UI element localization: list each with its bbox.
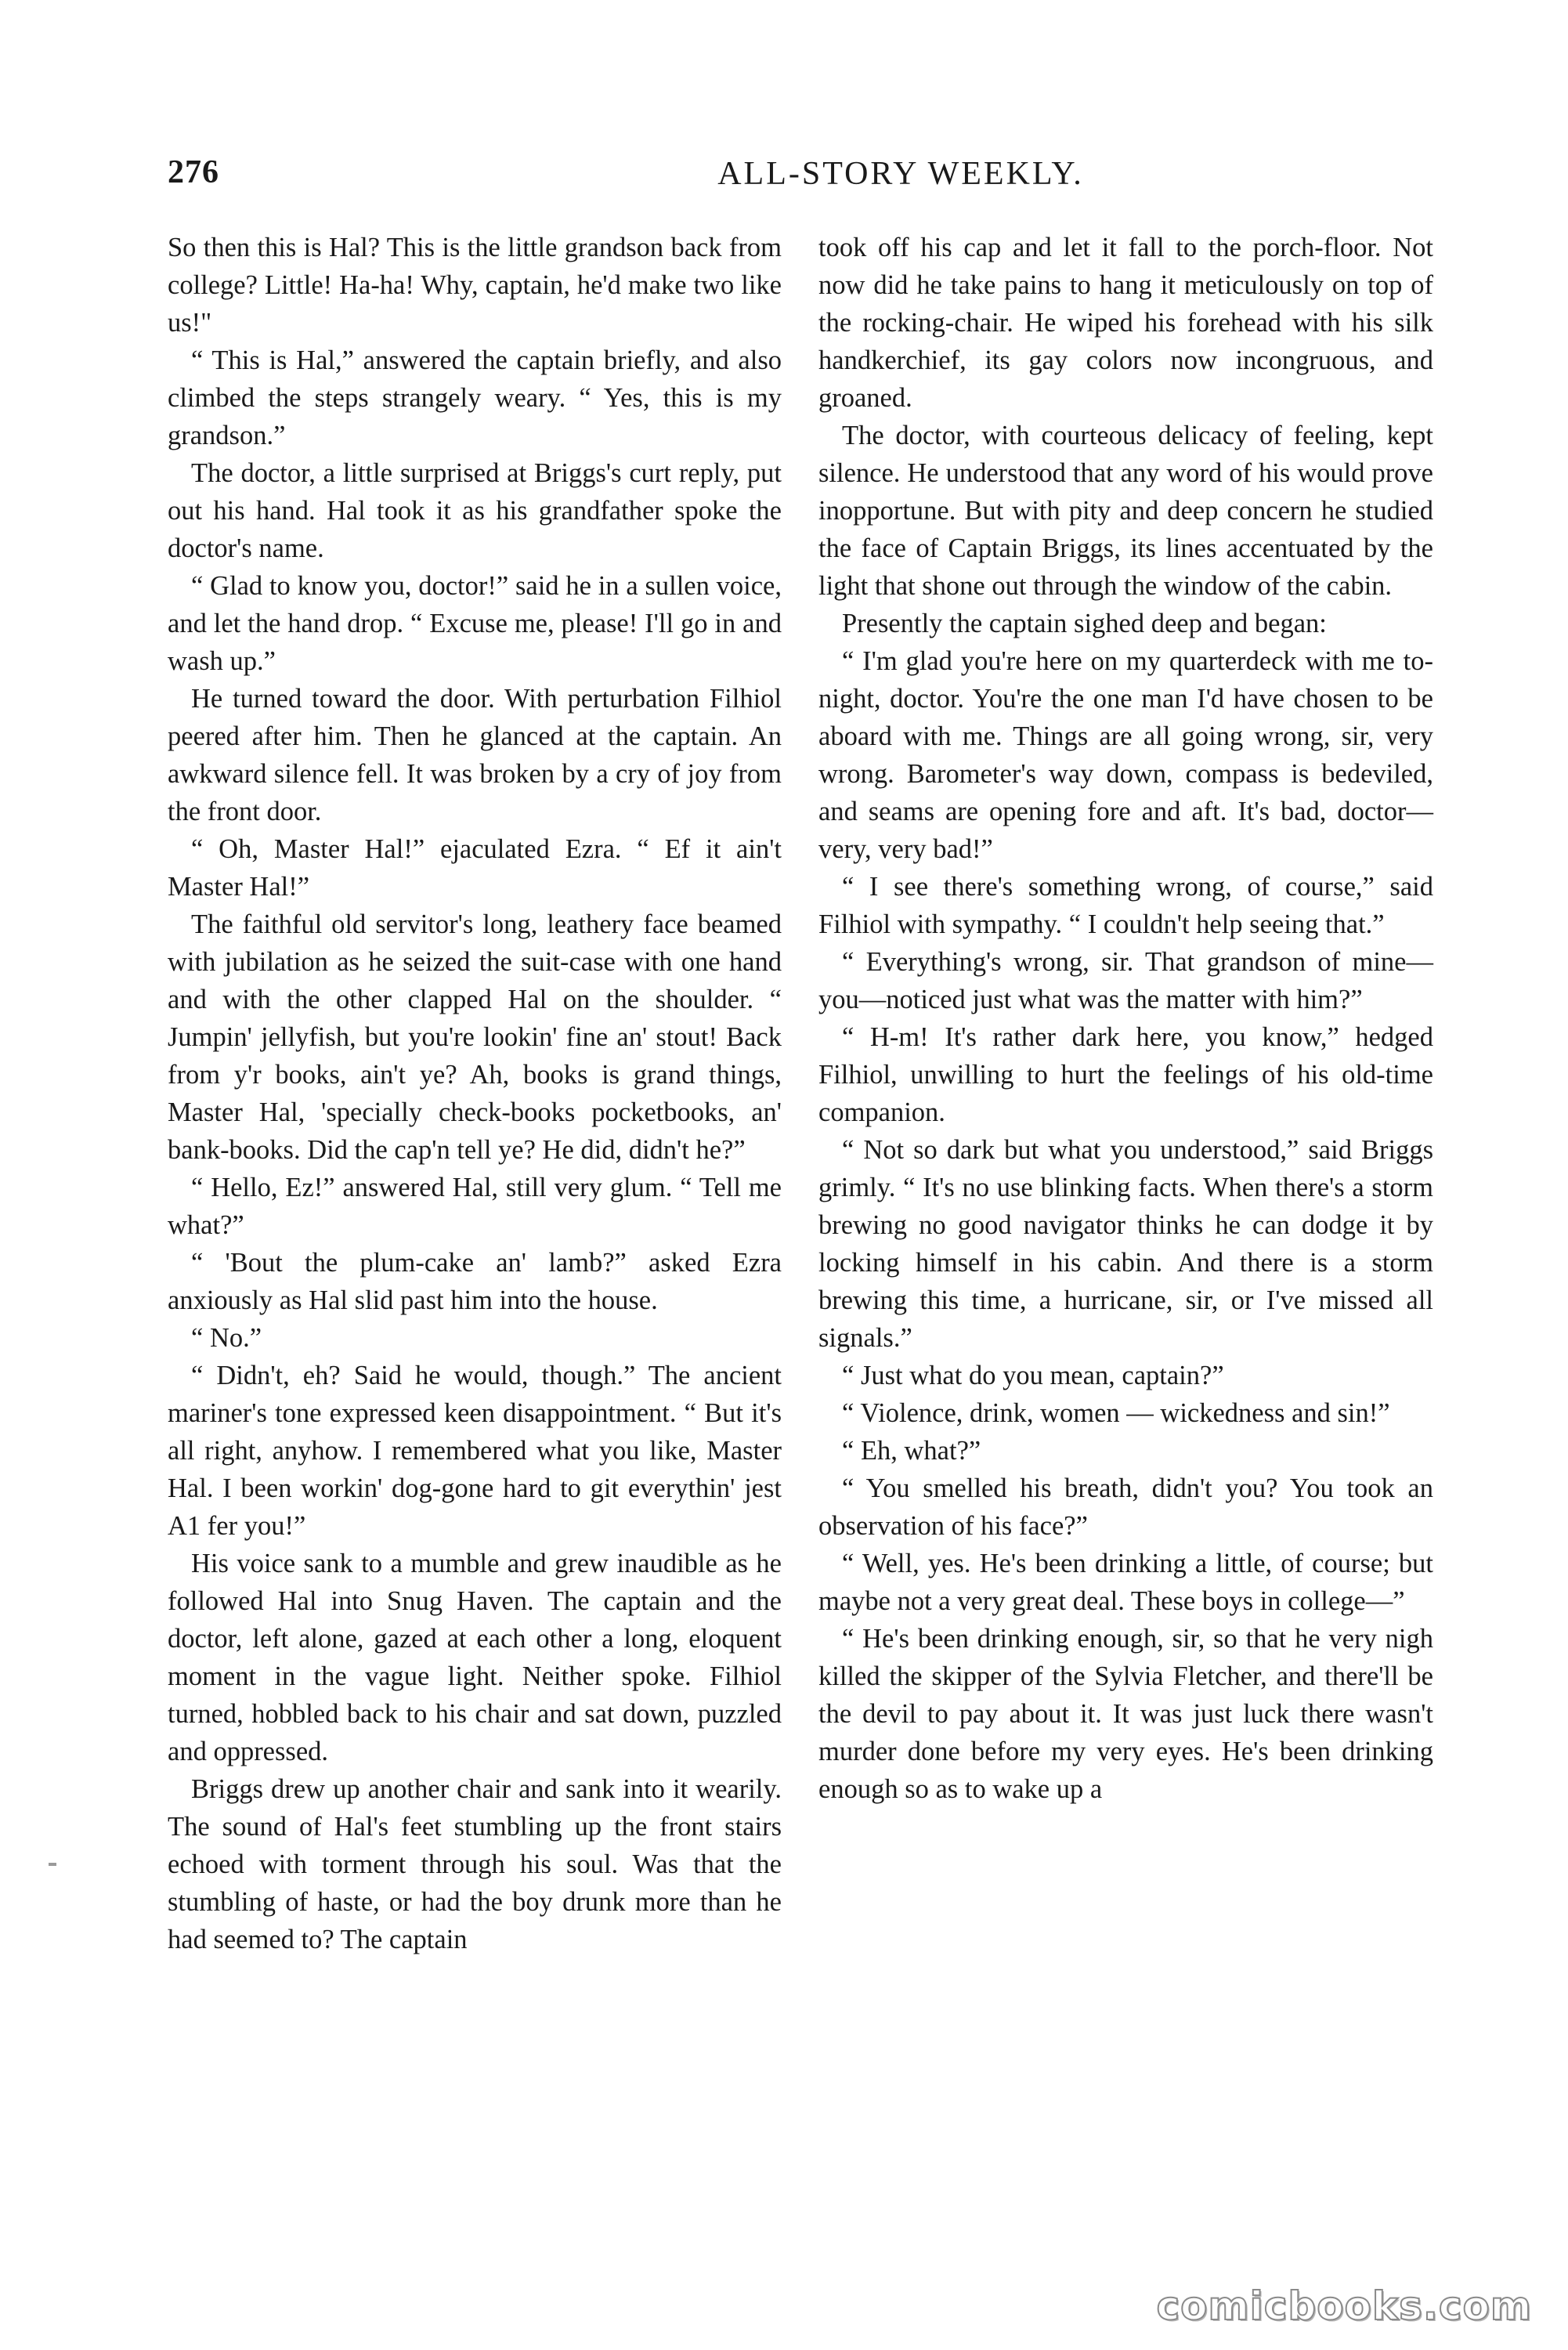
paragraph: “ I'm glad you're here on my quarterdeck with me to-night, doctor. You're the one man I'd have chosen to be aboard with me. Things are all going wrong, sir, very wrong. Barometer's way down, compass is bedeviled, and seams are opening fore and aft. It's bad, doctor—very, very bad!”: [818, 646, 1433, 864]
paragraph: “ Not so dark but what you understood,” said Briggs grimly. “ It's no use blinking facts. When there's a storm brewing no good navigator thinks he can dodge it by locking himself in his cabin. And there is a storm brewing this time, a hurricane, sir, or I've missed all signals.”: [818, 1135, 1433, 1353]
paragraph: “ Eh, what?”: [842, 1436, 981, 1466]
paragraph: The doctor, with courteous delicacy of feeling, kept silence. He understood that any word of his would prove inopportune. But with pity and deep concern he studied the face of Captain Briggs, its lines accentuated by the light that shone out through the window of the cabin.: [818, 421, 1433, 601]
paragraph: The faithful old servitor's long, leathery face beamed with jubilation as he seized the suit-case with one hand and with the other clapped Hal on the shoulder. “ Jumpin' jellyfish, but you're lookin' fine an' stout! Back from y'r books, ain't ye? Ah, books is grand things, Master Hal, 'specially check-books pocketbooks, an' bank-books. Did the cap'n tell ye? He did, didn't he?”: [168, 909, 782, 1165]
running-head: ALL-STORY WEEKLY.: [717, 156, 1084, 192]
paragraph: “ Just what do you mean, captain?”: [842, 1361, 1224, 1390]
scan-speck: [49, 1863, 56, 1866]
paragraph: “ You smelled his breath, didn't you? You took an observation of his face?”: [818, 1473, 1433, 1541]
paragraph: “ Didn't, eh? Said he would, though.” The ancient mariner's tone expressed keen disappointment. “ But it's all right, anyhow. I remembered what you like, Master Hal. I been workin' dog-gone hard to git everythin' jest A1 fer you!”: [168, 1361, 782, 1541]
paragraph: “ Well, yes. He's been drinking a little, of course; but maybe not a very great deal. These boys in college—”: [818, 1549, 1433, 1616]
left-column: [168, 229, 782, 1958]
paragraph: “ He's been drinking enough, sir, so that he very nigh killed the skipper of the Sylvia Fletcher, and there'll be the devil to pay about it. It was just luck there wasn't murder done before my very eyes. He's been drinking enough so as to wake up a: [818, 1624, 1433, 1804]
paragraph: “ Violence, drink, women — wickedness and sin!”: [842, 1398, 1390, 1428]
paragraph: “ Everything's wrong, sir. That grandson of mine—you—noticed just what was the matter with him?”: [818, 947, 1433, 1014]
paragraph: “ Hello, Ez!” answered Hal, still very glum. “ Tell me what?”: [168, 1173, 782, 1240]
paragraph: He turned toward the door. With perturbation Filhiol peered after him. Then he glanced at the captain. An awkward silence fell. It was broken by a cry of joy from the front door.: [168, 684, 782, 826]
paragraph: Briggs drew up another chair and sank into it wearily. The sound of Hal's feet stumbling up the front stairs echoed with torment through his soul. Was that the stumbling of haste, or had the boy drunk more than he had seemed to? The captain: [168, 1774, 782, 1954]
paragraph: “ Oh, Master Hal!” ejaculated Ezra. “ Ef it ain't Master Hal!”: [168, 834, 782, 902]
paragraph: “ Glad to know you, doctor!” said he in a sullen voice, and let the hand drop. “ Excuse me, please! I'll go in and wash up.”: [168, 571, 782, 676]
paragraph: So then this is Hal? This is the little grandson back from college? Little! Ha-ha! Why, captain, he'd make two like us!": [168, 233, 782, 338]
watermark: comicbooks.com: [1156, 2283, 1532, 2329]
paragraph: took off his cap and let it fall to the porch-floor. Not now did he take pains to hang it meticulously on top of the rocking-chair. He wiped his forehead with his silk handkerchief, its gay colors now incongruous, and groaned.: [818, 233, 1433, 413]
paragraph: “ I see there's something wrong, of course,” said Filhiol with sympathy. “ I couldn't help seeing that.”: [818, 872, 1433, 939]
paragraph: “ No.”: [191, 1323, 262, 1353]
right-column: [818, 229, 1433, 1808]
page-number: 276: [168, 154, 219, 190]
paragraph: Presently the captain sighed deep and began:: [842, 609, 1327, 638]
paragraph: The doctor, a little surprised at Briggs's curt reply, put out his hand. Hal took it as his grandfather spoke the doctor's name.: [168, 458, 782, 563]
paragraph: “ This is Hal,” answered the captain briefly, and also climbed the steps strangely weary. “ Yes, this is my grandson.”: [168, 345, 782, 450]
paragraph: “ 'Bout the plum-cake an' lamb?” asked Ezra anxiously as Hal slid past him into the house.: [168, 1248, 782, 1315]
paragraph: His voice sank to a mumble and grew inaudible as he followed Hal into Snug Haven. The captain and the doctor, left alone, gazed at each other a long, eloquent moment in the vague light. Neither spoke. Filhiol turned, hobbled back to his chair and sat down, puzzled and oppressed.: [168, 1549, 782, 1766]
paragraph: “ H-m! It's rather dark here, you know,” hedged Filhiol, unwilling to hurt the feelings of his old-time companion.: [818, 1022, 1433, 1127]
